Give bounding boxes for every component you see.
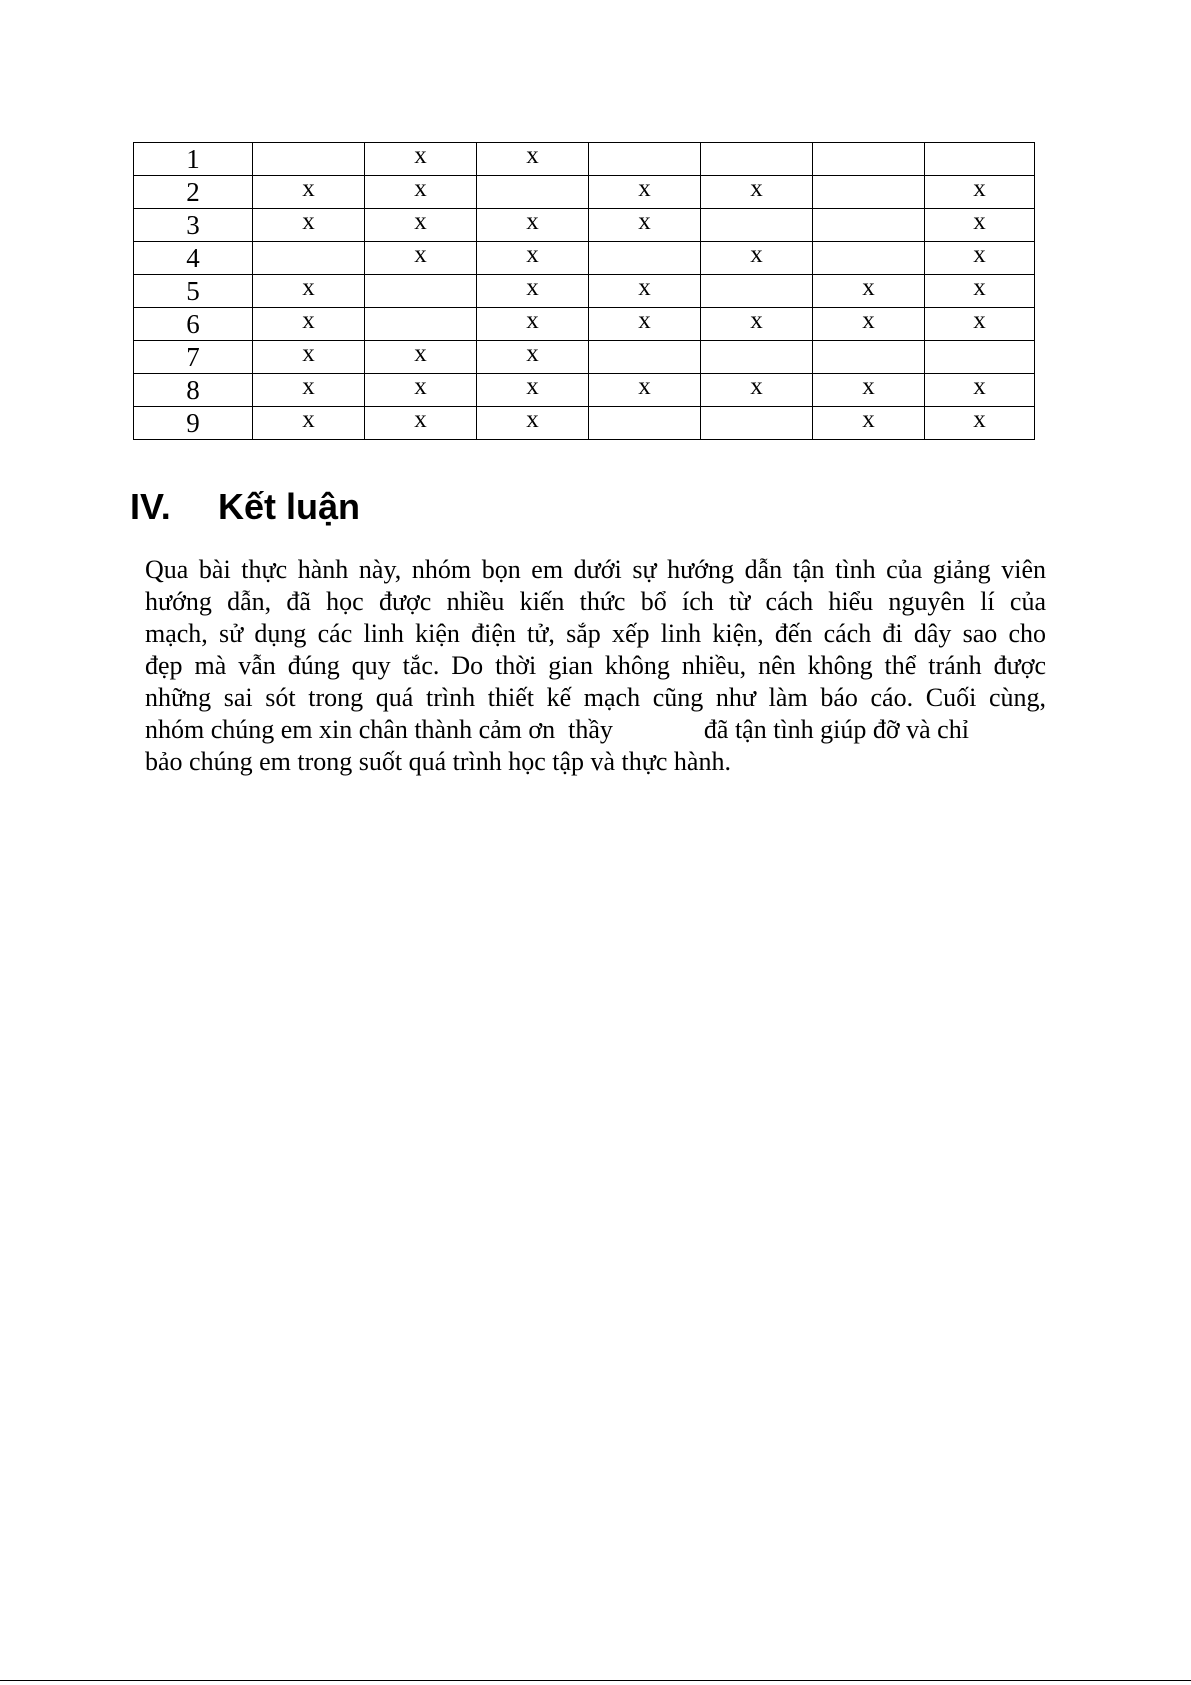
- table-cell: [701, 407, 813, 440]
- table-cell: x: [477, 143, 589, 176]
- table-cell: x: [253, 308, 365, 341]
- table-cell: x: [365, 341, 477, 374]
- table-cell: x: [365, 374, 477, 407]
- table-cell: x: [253, 275, 365, 308]
- table-cell: [701, 341, 813, 374]
- row-number-cell: 6: [134, 308, 253, 341]
- table-cell: x: [813, 374, 925, 407]
- segment-table: [133, 142, 1035, 440]
- table-cell: x: [477, 308, 589, 341]
- table-cell: [813, 176, 925, 209]
- table-cell: [477, 176, 589, 209]
- table-cell: x: [365, 407, 477, 440]
- conclusion-line: bảo chúng em trong suốt quá trình học tập và thực hành.: [145, 747, 731, 776]
- table-cell: x: [365, 176, 477, 209]
- table-cell: [701, 209, 813, 242]
- table-cell: x: [477, 275, 589, 308]
- table-cell: [925, 341, 1035, 374]
- conclusion-line: Qua bài thực hành này, nhóm bọn em dưới sự hướng dẫn tận tình của giảng viên: [145, 555, 1046, 584]
- row-number-cell: 3: [134, 209, 253, 242]
- conclusion-line: mạch, sử dụng các linh kiện điện tử, sắp xếp linh kiện, đến cách đi dây sao cho: [145, 619, 1046, 648]
- table-cell: x: [477, 209, 589, 242]
- table-cell: [253, 143, 365, 176]
- table-row: [134, 209, 1035, 242]
- table-cell: x: [477, 407, 589, 440]
- table-cell: [589, 242, 701, 275]
- row-number-cell: 1: [134, 143, 253, 176]
- conclusion-line: đẹp mà vẫn đúng quy tắc. Do thời gian không nhiều, nên không thể tránh được: [145, 651, 1046, 680]
- conclusion-paragraph: [145, 554, 1046, 778]
- table-row: [134, 242, 1035, 275]
- table-cell: [813, 209, 925, 242]
- table-row: [134, 374, 1035, 407]
- table-cell: x: [253, 407, 365, 440]
- table-cell: x: [589, 308, 701, 341]
- row-number-cell: 9: [134, 407, 253, 440]
- table-cell: x: [701, 374, 813, 407]
- table-cell: x: [925, 242, 1035, 275]
- table-cell: x: [925, 209, 1035, 242]
- table-cell: x: [253, 176, 365, 209]
- table-cell: x: [813, 275, 925, 308]
- table-cell: x: [701, 308, 813, 341]
- table-cell: x: [253, 341, 365, 374]
- table-cell: [701, 143, 813, 176]
- table-cell: [589, 143, 701, 176]
- table-cell: x: [925, 407, 1035, 440]
- footer-rule: [0, 1680, 1191, 1681]
- table-row: [134, 143, 1035, 176]
- table-cell: x: [589, 374, 701, 407]
- row-number-cell: 5: [134, 275, 253, 308]
- table-cell: x: [365, 209, 477, 242]
- table-cell: [925, 143, 1035, 176]
- conclusion-line: nhóm chúng em xin chân thành cảm ơn thầy đã tận tình giúp đỡ và chỉ: [145, 715, 969, 744]
- table-cell: x: [253, 374, 365, 407]
- table-cell: x: [925, 275, 1035, 308]
- table-row: [134, 275, 1035, 308]
- table-cell: [701, 275, 813, 308]
- table-cell: x: [477, 242, 589, 275]
- table-cell: x: [589, 275, 701, 308]
- section-number: IV.: [130, 486, 171, 527]
- row-number-cell: 2: [134, 176, 253, 209]
- table-cell: [589, 407, 701, 440]
- conclusion-line: hướng dẫn, đã học được nhiều kiến thức bổ ích từ cách hiểu nguyên lí của: [145, 587, 1046, 616]
- table-row: [134, 308, 1035, 341]
- table-cell: [253, 242, 365, 275]
- table-cell: [813, 242, 925, 275]
- table-cell: [365, 275, 477, 308]
- conclusion-line: những sai sót trong quá trình thiết kế mạch cũng như làm báo cáo. Cuối cùng,: [145, 683, 1046, 712]
- row-number-cell: 8: [134, 374, 253, 407]
- table-cell: x: [477, 341, 589, 374]
- table-cell: x: [925, 176, 1035, 209]
- table-cell: x: [925, 374, 1035, 407]
- table-cell: x: [365, 242, 477, 275]
- section-title: Kết luận: [218, 486, 361, 527]
- row-number-cell: 7: [134, 341, 253, 374]
- table-cell: [813, 341, 925, 374]
- table-cell: x: [813, 407, 925, 440]
- table-cell: x: [701, 242, 813, 275]
- table-row: [134, 176, 1035, 209]
- table-cell: [365, 308, 477, 341]
- table-cell: x: [365, 143, 477, 176]
- table-row: [134, 407, 1035, 440]
- table-cell: [589, 341, 701, 374]
- table-cell: [813, 143, 925, 176]
- segment-table-body: [134, 143, 1035, 440]
- row-number-cell: 4: [134, 242, 253, 275]
- table-row: [134, 341, 1035, 374]
- table-cell: x: [253, 209, 365, 242]
- table-cell: x: [589, 176, 701, 209]
- table-cell: x: [813, 308, 925, 341]
- table-cell: x: [589, 209, 701, 242]
- table-cell: x: [477, 374, 589, 407]
- table-cell: x: [925, 308, 1035, 341]
- table-cell: x: [701, 176, 813, 209]
- section-heading: [130, 485, 360, 529]
